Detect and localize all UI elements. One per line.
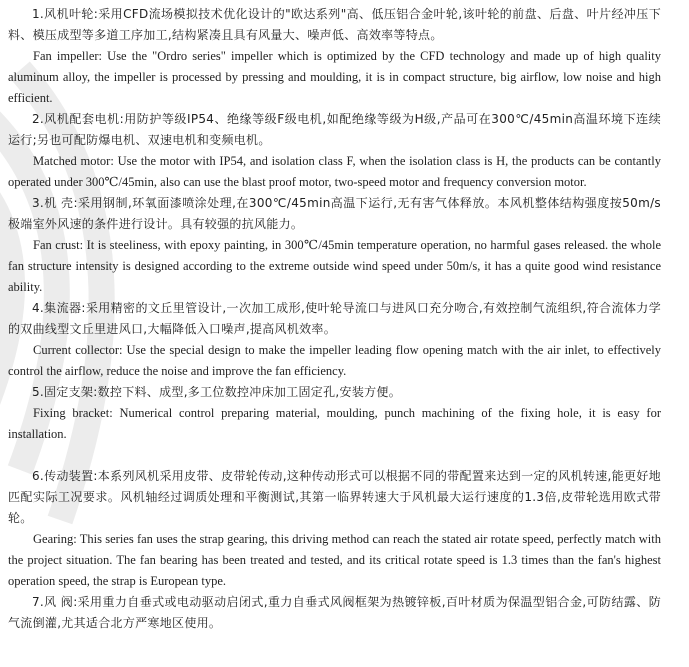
section-4-en: Current collector: Use the special design to make the impeller leading flow opening match with the air inlet, to effectively control the airflow, reduce the noise and improve the fan efficiency. [8, 343, 661, 378]
section-5-en: Fixing bracket: Numerical control preparing material, moulding, punch machining of the fixing hole, it is easy for installation. [8, 406, 661, 441]
section-1-cn: 1.风机叶轮:采用CFD流场模拟技术优化设计的"欧达系列"高、低压铝合金叶轮,该叶轮的前盘、后盘、叶片经冲压下料、模压成型等多道工序加工,结构紧凑且具有风量大、噪声低、高效率等特点。 [8, 7, 661, 42]
section-gap [8, 445, 661, 466]
section-5-cn: 5.固定支架:数控下料、成型,多工位数控冲床加工固定孔,安装方便。 [32, 385, 402, 399]
section-6-en: Gearing: This series fan uses the strap gearing, this driving method can reach the stated air rotate speed, perfectly match with the project situation. The fan bearing has been treated and tested, and its critical rotate speed is 1.3 times than the fan's highest operation speed, the strap is European type. [8, 532, 661, 588]
section-2-cn: 2.风机配套电机:用防护等级IP54、绝缘等级F级电机,如配绝缘等级为H级,产品可在300℃/45min高温环境下连续运行;另也可配防爆电机、双速电机和变频电机。 [8, 112, 661, 147]
section-1-en: Fan impeller: Use the "Ordro series" impeller which is optimized by the CFD technology and made up of high quality aluminum alloy, the impeller is processed by pressing and moulding, it is in compact structure, big airflow, low noise and high efficient. [8, 49, 661, 105]
section-7-cn: 7.风 阀:采用重力自垂式或电动驱动启闭式,重力自垂式风阀框架为热镀锌板,百叶材质为保温型铝合金,可防结露、防气流倒灌,尤其适合北方严寒地区使用。 [8, 595, 661, 630]
section-3-cn: 3.机 壳:采用钢制,环氧面漆喷涂处理,在300℃/45min高温下运行,无有害气体释放。本风机整体结构强度按50m/s极端室外风速的条件进行设计。具有较强的抗风能力。 [8, 196, 661, 231]
section-3-en: Fan crust: It is steeliness, with epoxy painting, in 300℃/45min temperature operation, no harmful gases released. the whole fan structure intensity is designed according to the extreme outside wind speed under 50m/s, it has a quite good wind resistance ability. [8, 238, 661, 294]
section-2-en: Matched motor: Use the motor with IP54, and isolation class F, when the isolation class is H, the products can be contantly operated under 300℃/45min, also can use the blast proof motor, two-speed motor and frequency conversion motor. [8, 154, 661, 189]
section-4-cn: 4.集流器:采用精密的文丘里管设计,一次加工成形,使叶轮导流口与进风口充分吻合,有效控制气流组织,符合流体力学的双曲线型文丘里进风口,大幅降低入口噪声,提高风机效率。 [8, 301, 661, 336]
section-6-cn: 6.传动装置:本系列风机采用皮带、皮带轮传动,这种传动形式可以根据不同的带配置来达到一定的风机转速,能更好地匹配实际工况要求。风机轴经过调质处理和平衡测试,其第一临界转速大于风机最大运行速度的1.3倍,皮带轮选用欧式带轮。 [8, 469, 661, 525]
